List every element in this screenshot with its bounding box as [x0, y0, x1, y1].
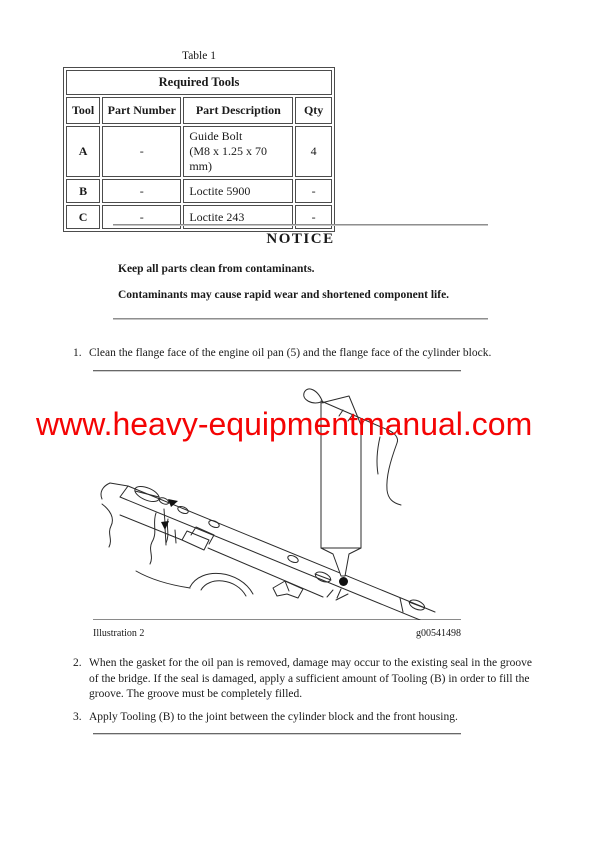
cell-tool: B: [66, 179, 100, 203]
cell-part-description: Loctite 243: [183, 205, 293, 229]
step-number: 2.: [73, 657, 82, 669]
cell-qty: -: [295, 179, 332, 203]
step-1: [73, 346, 541, 362]
step-text: Apply Tooling (B) to the joint between the cylinder block and the front housing.: [89, 711, 458, 723]
step-2: [73, 656, 541, 703]
notice-bottom-rule: [113, 318, 488, 320]
cell-part-description: [183, 126, 293, 177]
sealant-bead: [339, 577, 348, 586]
table-header-row: [66, 97, 332, 124]
col-header-qty: Qty: [295, 97, 332, 124]
table-title-row: [66, 70, 332, 95]
col-header-part-number: Part Number: [102, 97, 181, 124]
table-row: [66, 126, 332, 177]
rail-top-edge: [128, 486, 435, 612]
cell-part-number: -: [102, 205, 181, 229]
notice-title: NOTICE: [266, 231, 335, 247]
illustration-caption: [93, 628, 461, 639]
cell-tool: A: [66, 126, 100, 177]
watermark: www.heavy-equipmentmanual.com: [36, 406, 533, 442]
table-row: [66, 179, 332, 203]
illustration-label: Illustration 2: [93, 628, 145, 639]
cell-part-number: -: [102, 179, 181, 203]
step-text: Clean the flange face of the engine oil pan (5) and the flange face of the cylinder block.: [89, 347, 492, 359]
description-line: (M8 x 1.25 x 70 mm): [189, 144, 267, 173]
cell-qty: -: [295, 205, 332, 229]
cell-tool: C: [66, 205, 100, 229]
rail-lower-edge: [120, 497, 420, 620]
cell-qty: 4: [295, 126, 332, 177]
description-line: Guide Bolt: [189, 129, 243, 143]
table-caption: Table 1: [181, 50, 216, 62]
notice-line: Keep all parts clean from contaminants.: [118, 263, 315, 275]
section-rule: [93, 733, 461, 735]
hand-outline: [304, 389, 323, 403]
col-header-part-description: Part Description: [183, 97, 293, 124]
section-rule: [93, 370, 461, 372]
bolt-hole: [208, 519, 220, 529]
step-3: [73, 710, 541, 726]
col-header-tool: Tool: [66, 97, 100, 124]
step-number: 3.: [73, 711, 82, 723]
required-tools-table: [63, 67, 335, 232]
table-title: Required Tools: [66, 70, 332, 95]
notice-top-rule: [113, 224, 488, 226]
notice-line: Contaminants may cause rapid wear and shortened component life.: [118, 289, 450, 301]
step-text: When the gasket for the oil pan is removed, damage may occur to the existing seal in the groove of the bridge. If the seal is damaged, apply a sufficient amount of Tooling (B) in order to fill the groove. The groove must be completely filled.: [89, 657, 532, 700]
cell-part-description: Loctite 5900: [183, 179, 293, 203]
cell-part-number: -: [102, 126, 181, 177]
illustration-code: g00541498: [416, 628, 461, 639]
step-number: 1.: [73, 347, 82, 359]
